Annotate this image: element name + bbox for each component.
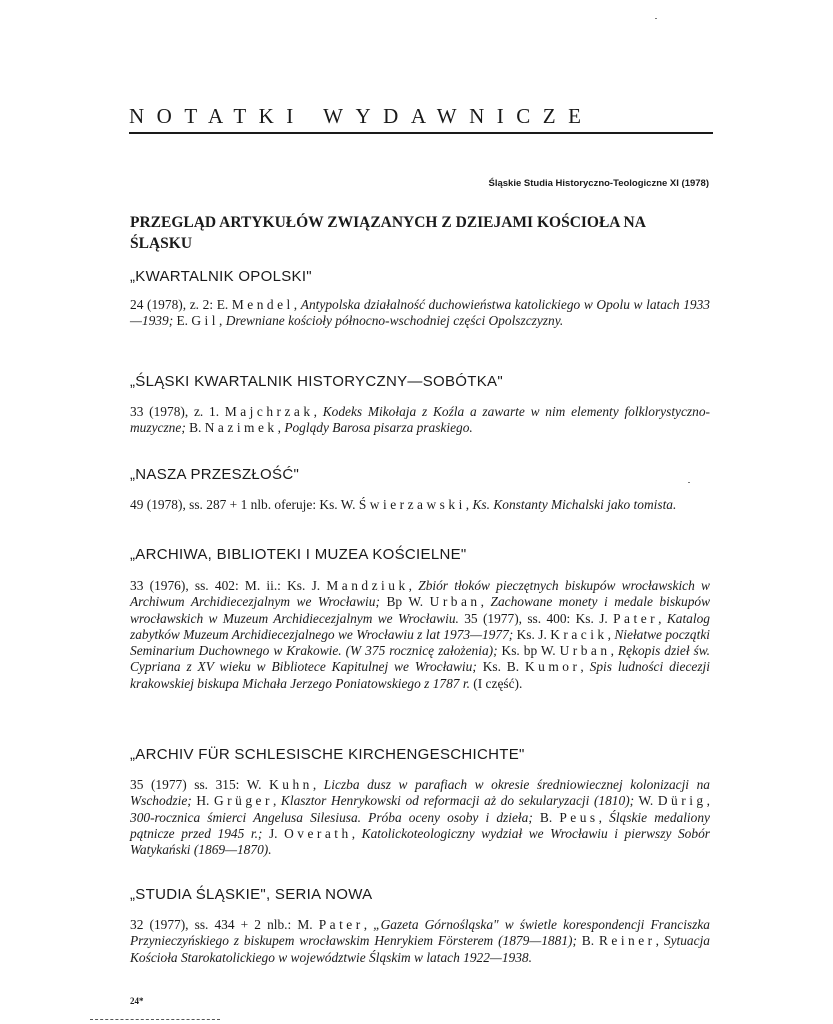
article-citation: Katalog zabytków Muzeum Archidiecezjalnego we Wrocławiu z lat 1973—1977; [130,610,710,642]
article-citation: Poglądy Barosa pisarza praskiego. [284,420,473,436]
scan-speck [688,482,690,483]
periodical-entry: 49 (1978), ss. 287 + 1 nlb. oferuje: Ks. W. Świerzawski, Ks. Konstanty Michalski jako tomista. [130,497,677,512]
article-citation: Śląskie medaliony pątnicze przed 1945 r.; [130,809,710,841]
author-name: Pater [318,917,364,932]
periodical-heading: „NASZA PRZESZŁOŚĆ" [130,466,300,483]
author-name: Kracik [550,626,608,642]
author-name: Świerzawski [358,497,466,512]
periodical-heading: „ARCHIWA, BIBLIOTEKI I MUZEA KOŚCIELNE" [130,546,467,563]
article-citation: Klasztor Henrykowski od reformacji aż do sekularyzacji (1810); [280,793,635,809]
journal-reference: Śląskie Studia Historyczno-Teologiczne XI (1978) [488,178,709,189]
article-citation: Liczba dusz w parafiach w okresie średniowiecznej kolonizacji na Wschodzie; [130,777,711,809]
periodical-entry: 35 (1977) ss. 315: W. Kuhn, Liczba dusz w parafiach w okresie średniowiecznej kolonizacji na Wschodzie; H. Grüger, Klasztor Henrykowski od reformacji aż do sekularyzacji (1810); W. Dürig, 300-rocznica śmierci Angelusa Silesiusa. Próba oceny osoby i dzieła; B. Peus, Śląskie medaliony pątnicze przed 1945 r.; J. Overath, Katolickoteologiczny wydział we Wrocławiu i pierwszy Sobór Watykański (1869—1870). [130,777,711,858]
author-name: Mendel [231,297,294,312]
article-citation: Kodeks Mikołaja z Koźla a zawarte w nim elementy folklorystyczno-muzyczne; [130,404,710,436]
author-name: Mandziuk [326,578,409,593]
author-name: Majchrzak [224,404,314,419]
author-name: Grüger [214,793,273,809]
periodical-heading: „ŚLĄSKI KWARTALNIK HISTORYCZNY—SOBÓTKA" [130,373,503,390]
scan-speck [655,18,657,19]
article-citation: Zachowane monety i medale biskupów wrocławskich w Muzeum Archidiecezjalnym we Wrocławiu. [130,594,711,626]
author-name: Gil [191,313,220,329]
article-citation: „Gazeta Górnośląska" w świetle korespondencji Franciszka Przynieczyńskiego z biskupem wrocławskim Henrykiem Försterem (1879—1881); [130,917,710,949]
article-citation: Niełatwe początki Seminarium Duchownego w Krakowie. (W 375 rocznicę założenia); [130,626,710,659]
periodical-heading: „ARCHIV FÜR SCHLESISCHE KIRCHENGESCHICHTE" [130,746,525,763]
article-citation: Drewniane kościoły północno-wschodniej części Opolszczyzny. [225,313,564,329]
article-citation: Katolickoteologiczny wydział we Wrocławiu i pierwszy Sobór Watykański (1869—1870). [130,825,710,858]
periodical-heading: „KWARTALNIK OPOLSKI" [130,268,312,285]
author-name: Nazimek [204,420,278,436]
periodical-entry: 32 (1977), ss. 434 + 2 nlb.: M. Pater, „Gazeta Górnośląska" w świetle korespondencji Franciszka Przynieczyńskiego z biskupem wrocławskim Henrykiem Försterem (1879—1881); B. Reiner, Sytuacja Kościoła Starokatolickiego w województwie Śląskim w latach 1922—1938. [130,917,710,965]
article-citation: Spis ludności diecezji krakowskiej biskupa Michała Jerzego Poniatowskiego z 1787 r. [130,659,710,691]
periodical-entry: 33 (1978), z. 1. Majchrzak, Kodeks Mikołaja z Koźla a zawarte w nim elementy folklorystyczno-muzyczne; B. Nazimek, Poglądy Barosa pisarza praskiego. [130,404,710,436]
periodical-entry: 33 (1976), ss. 402: M. ii.: Ks. J. Mandziuk, Zbiór tłoków pieczętnych biskupów wrocławskich w Archiwum Archidiecezjalnym we Wrocławiu; Bp W. Urban, Zachowane monety i medale biskupów wrocławskich w Muzeum Archidiecezjalnym we Wrocławiu. 35 (1977), ss. 400: Ks. J. Pater, Katalog zabytków Muzeum Archidiecezjalnego we Wrocławiu z lat 1973—1977; Ks. J. Kracik, Niełatwe początki Seminarium Duchownego w Krakowie. (W 375 rocznicę założenia); Ks. bp W. Urban, Rękopis dzieł św. Cypriana z XV wieku w Bibliotece Kapitulnej we Wrocławiu; Ks. B. Kumor, Spis ludności diecezji krakowskiej biskupa Michała Jerzego Poniatowskiego z 1787 r. (I część). [130,578,711,691]
author-name: Peus [559,809,599,825]
author-name: Dürig [657,793,707,809]
periodical-heading: „STUDIA ŚLĄSKIE", SERIA NOWA [130,886,373,903]
article-citation: Antypolska działalność duchowieństwa katolickiego w Opolu w latach 1933—1939; [130,297,710,329]
author-name: Pater [613,610,659,626]
author-name: Kumor [524,659,581,675]
page-signature: 24* [130,996,144,1006]
footer-rule [90,1019,220,1022]
article-citation: Zbiór tłoków pieczętnych biskupów wrocławskich w Archiwum Archidiecezjalnym we Wrocławiu; [130,578,710,610]
author-name: Overath [284,825,352,841]
author-name: Kuhn [269,777,313,792]
article-citation: Rękopis dzieł św. Cypriana z XV wieku w Bibliotece Kapitulnej we Wrocławiu; [130,643,711,675]
article-title: PRZEGLĄD ARTYKUŁÓW ZWIĄZANYCH Z DZIEJAMI KOŚCIOŁA NA ŚLĄSKU [130,214,646,252]
periodical-entry: 24 (1978), z. 2: E. Mendel, Antypolska działalność duchowieństwa katolickiego w Opolu w latach 1933—1939; E. Gil, Drewniane kościoły północno-wschodniej części Opolszczyzny. [130,297,710,329]
article-citation: 300-rocznica śmierci Angelusa Silesiusa. Próba oceny osoby i dzieła; [130,809,533,825]
author-name: Urban [559,643,611,659]
author-name: Reiner [598,933,656,949]
article-citation: Ks. Konstanty Michalski jako tomista. [472,497,677,512]
article-citation: Sytuacja Kościoła Starokatolickiego w województwie Śląskim w latach 1922—1938. [130,933,710,965]
section-header: NOTATKI WYDAWNICZE [129,104,713,134]
author-name: Urban [429,594,481,610]
